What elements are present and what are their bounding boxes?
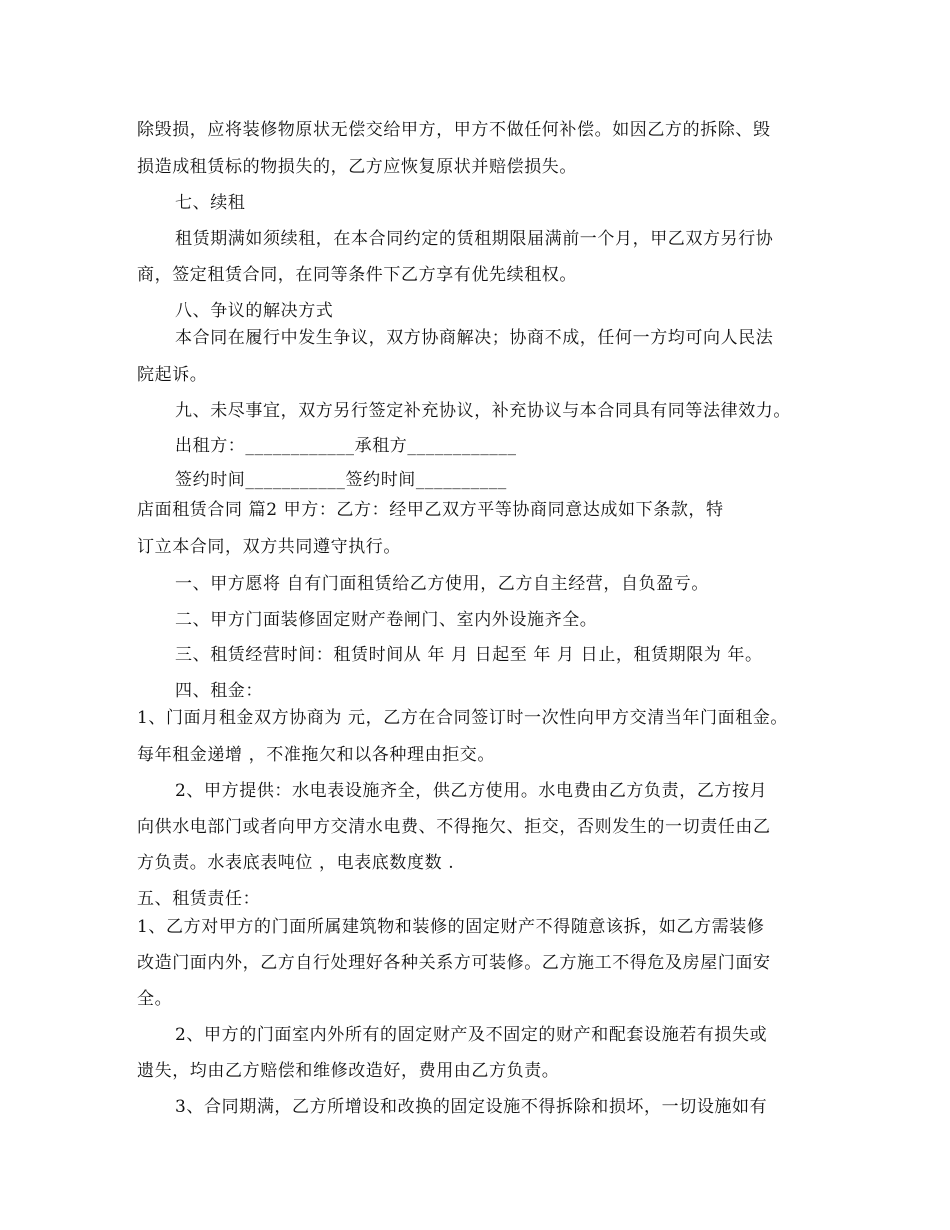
- section-heading: 五、租赁责任：: [137, 889, 261, 909]
- text-line: 三、租赁经营时间：租赁时间从 年 月 日起至 年 月 日止，租赁期限为 年。: [175, 645, 763, 665]
- section-heading: 四、租金：: [175, 681, 263, 701]
- contract-title-line: 店面租赁合同 篇2 甲方：乙方：经甲乙双方平等协商同意达成如下条款，特: [137, 500, 724, 520]
- text-line: 2、甲方的门面室内外所有的固定财产及不固定的财产和配套设施若有损失或: [175, 1025, 768, 1045]
- text-line: 租赁期满如须续租，在本合同约定的赁租期限届满前一个月，甲乙双方另行协: [175, 229, 774, 249]
- text-line: 九、未尽事宜，双方另行签定补充协议，补充协议与本合同具有同等法律效力。: [175, 401, 791, 421]
- text-line: 全。: [137, 989, 173, 1009]
- signature-line: 出租方：____________承租方____________: [175, 436, 517, 456]
- text-line: 向供水电部门或者向甲方交清水电费、不得拖欠、拒交，否则发生的一切责任由乙: [137, 817, 771, 837]
- section-heading: 八、争议的解决方式: [175, 301, 334, 321]
- text-line: 商，签定租赁合同，在同等条件下乙方享有优先续租权。: [137, 265, 577, 285]
- text-line: 二、甲方门面装修固定财产卷闸门、室内外设施齐全。: [175, 610, 598, 630]
- text-line: 改造门面内外，乙方自行处理好各种关系方可装修。乙方施工不得危及房屋门面安: [137, 953, 771, 973]
- text-line: 除毁损，应将装修物原状无偿交给甲方，甲方不做任何补偿。如因乙方的拆除、毁: [137, 120, 771, 140]
- text-line: 订立本合同，双方共同遵守执行。: [137, 537, 401, 557]
- text-line: 1、乙方对甲方的门面所属建筑物和装修的固定财产不得随意该拆，如乙方需装修: [137, 917, 765, 937]
- text-line: 院起诉。: [137, 365, 208, 385]
- text-line: 每年租金递增 ，不准拖欠和以各种理由拒交。: [137, 745, 496, 765]
- text-line: 1、门面月租金双方协商为 元，乙方在合同签订时一次性向甲方交清当年门面租金。: [137, 708, 789, 728]
- section-heading: 七、续租: [175, 193, 246, 213]
- text-line: 方负责。水表底表吨位 ，电表底数度数 .: [137, 853, 455, 873]
- text-line: 3、合同期满，乙方所增设和改换的固定设施不得拆除和损坏，一切设施如有: [175, 1097, 768, 1117]
- text-line: 一、甲方愿将 自有门面租赁给乙方使用，乙方自主经营，自负盈亏。: [175, 574, 710, 594]
- text-line: 本合同在履行中发生争议，双方协商解决；协商不成，任何一方均可向人民法: [175, 328, 774, 348]
- text-line: 遗失，均由乙方赔偿和维修改造好，费用由乙方负责。: [137, 1061, 560, 1081]
- text-line: 2、甲方提供：水电表设施齐全，供乙方使用。水电费由乙方负责，乙方按月: [175, 781, 768, 801]
- signature-line: 签约时间___________签约时间__________: [175, 470, 507, 490]
- text-line: 损造成租赁标的物损失的，乙方应恢复原状并赔偿损失。: [137, 157, 577, 177]
